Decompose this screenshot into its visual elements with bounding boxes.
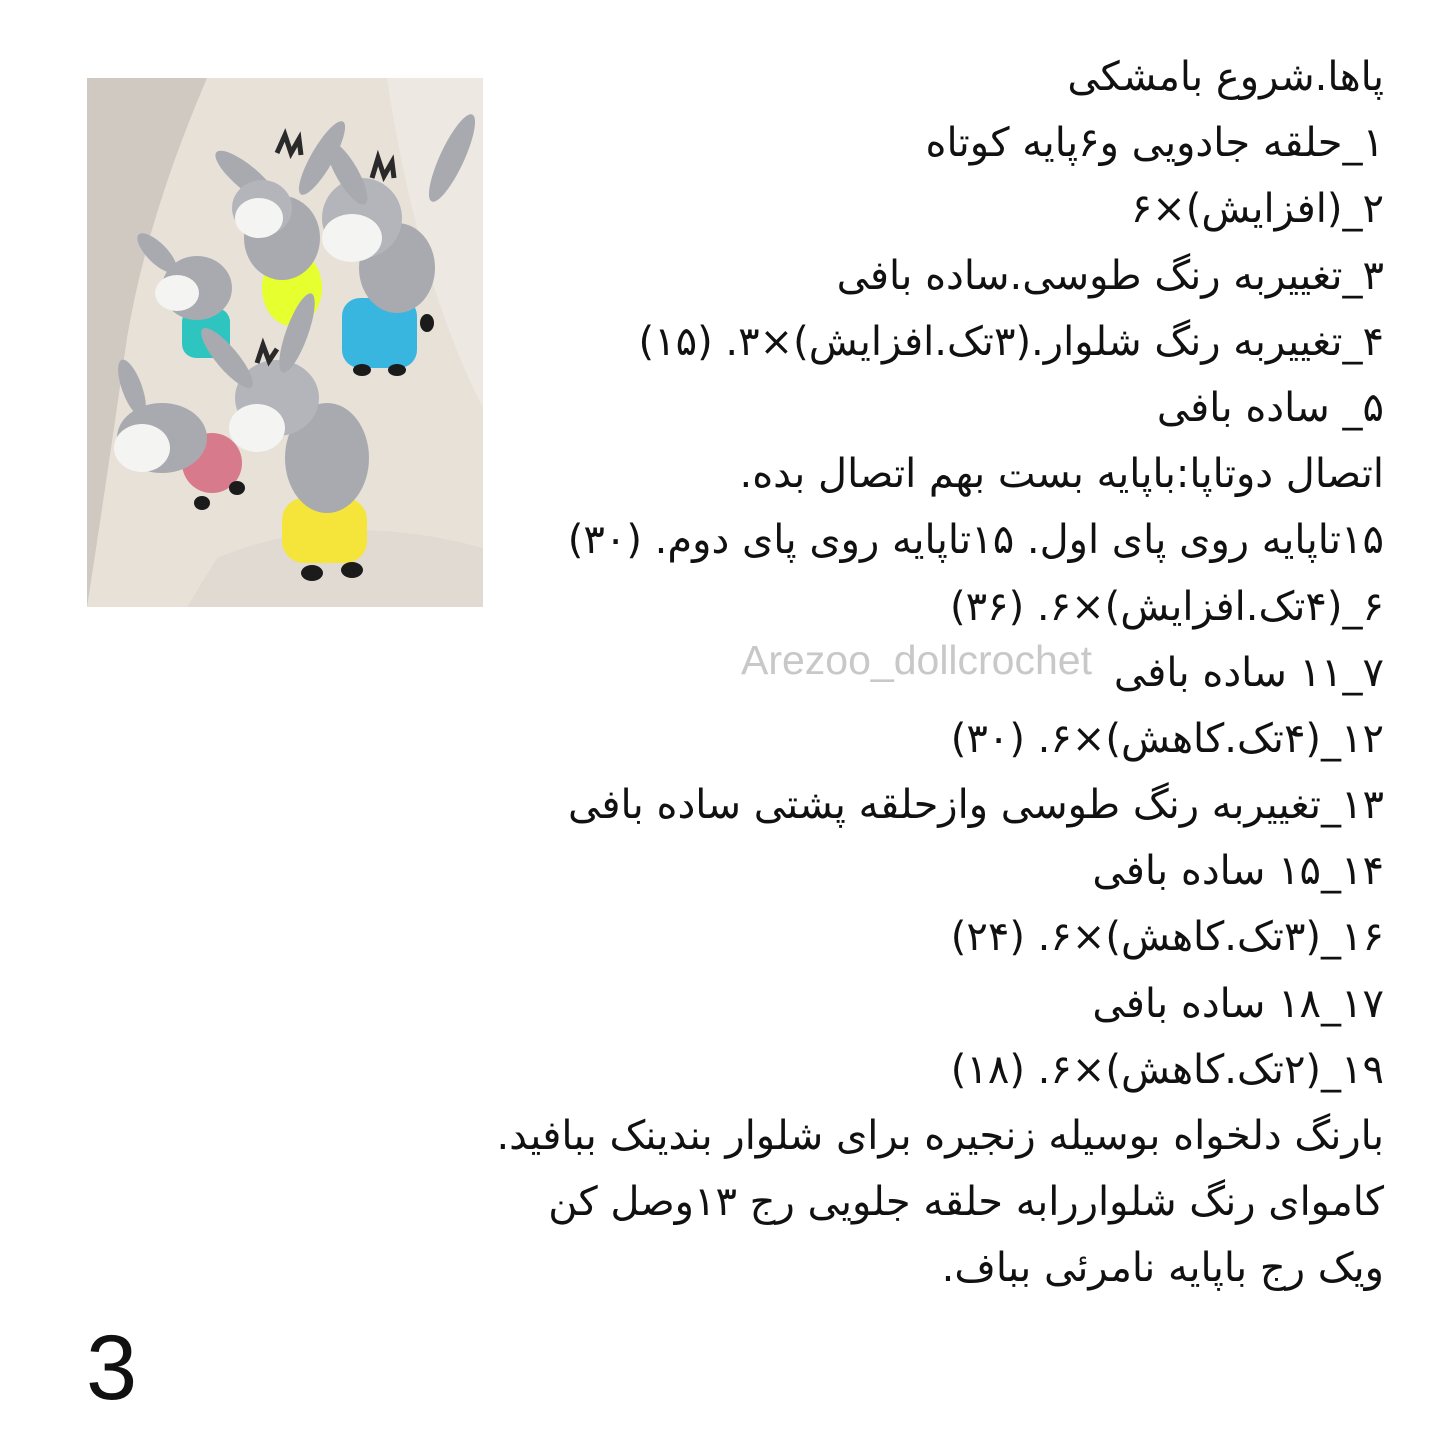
- pattern-line-row-14-15: ۱۴_۱۵ ساده بافی: [1092, 848, 1384, 895]
- pattern-line-row-19: ۱۹_(۲تک.کاهش)×۶. (۱۸): [950, 1046, 1384, 1093]
- pattern-line-straps: بارنگ دلخواه بوسیله زنجیره برای شلوار بندینک ببافید.: [496, 1113, 1384, 1159]
- pattern-line-row-2: ۲_(افزایش)×۶: [1130, 186, 1384, 233]
- pattern-line-join-detail: ۱۵تاپایه روی پای اول. ۱۵تاپایه روی پای دوم. (۳۰): [567, 517, 1384, 564]
- pattern-line-pants-yarn: کاموای رنگ شلواررابه حلقه جلویی رج ۱۳وصل کن: [548, 1179, 1384, 1226]
- pattern-line-final-row: ویک رج باپایه نامرئی بباف.: [941, 1245, 1384, 1292]
- pattern-line-row-4: ۴_تغییربه رنگ شلوار.(۳تک.افزایش)×۳. (۱۵): [638, 318, 1384, 365]
- pattern-line-title: پاها.شروع بامشکی: [1067, 54, 1384, 100]
- pattern-line-row-16: ۱۶_(۳تک.کاهش)×۶. (۲۴): [950, 914, 1384, 961]
- pattern-line-row-5: ۵_ ساده بافی: [1156, 384, 1384, 431]
- pattern-line-row-17-18: ۱۷_۱۸ ساده بافی: [1092, 980, 1384, 1027]
- watermark-text: Arezoo_dollcrochet: [741, 637, 1092, 683]
- pattern-line-row-6: ۶_(۴تک.افزایش)×۶. (۳۶): [949, 583, 1384, 630]
- pattern-line-row-7-11: ۷_۱۱ ساده بافی: [1113, 649, 1384, 696]
- pattern-line-row-3: ۳_تغییربه رنگ طوسی.ساده بافی: [836, 252, 1384, 299]
- pattern-line-row-12: ۱۲_(۴تک.کاهش)×۶. (۳۰): [950, 715, 1384, 762]
- pattern-line-row-1: ۱_حلقه جادویی و۶پایه کوتاه: [925, 120, 1384, 167]
- pattern-line-row-13: ۱۳_تغییربه رنگ طوسی وازحلقه پشتی ساده بافی: [568, 782, 1384, 829]
- pattern-line-join: اتصال دوتاپا:باپایه بست بهم اتصال بده.: [739, 451, 1384, 498]
- page-number: 3: [86, 1317, 138, 1419]
